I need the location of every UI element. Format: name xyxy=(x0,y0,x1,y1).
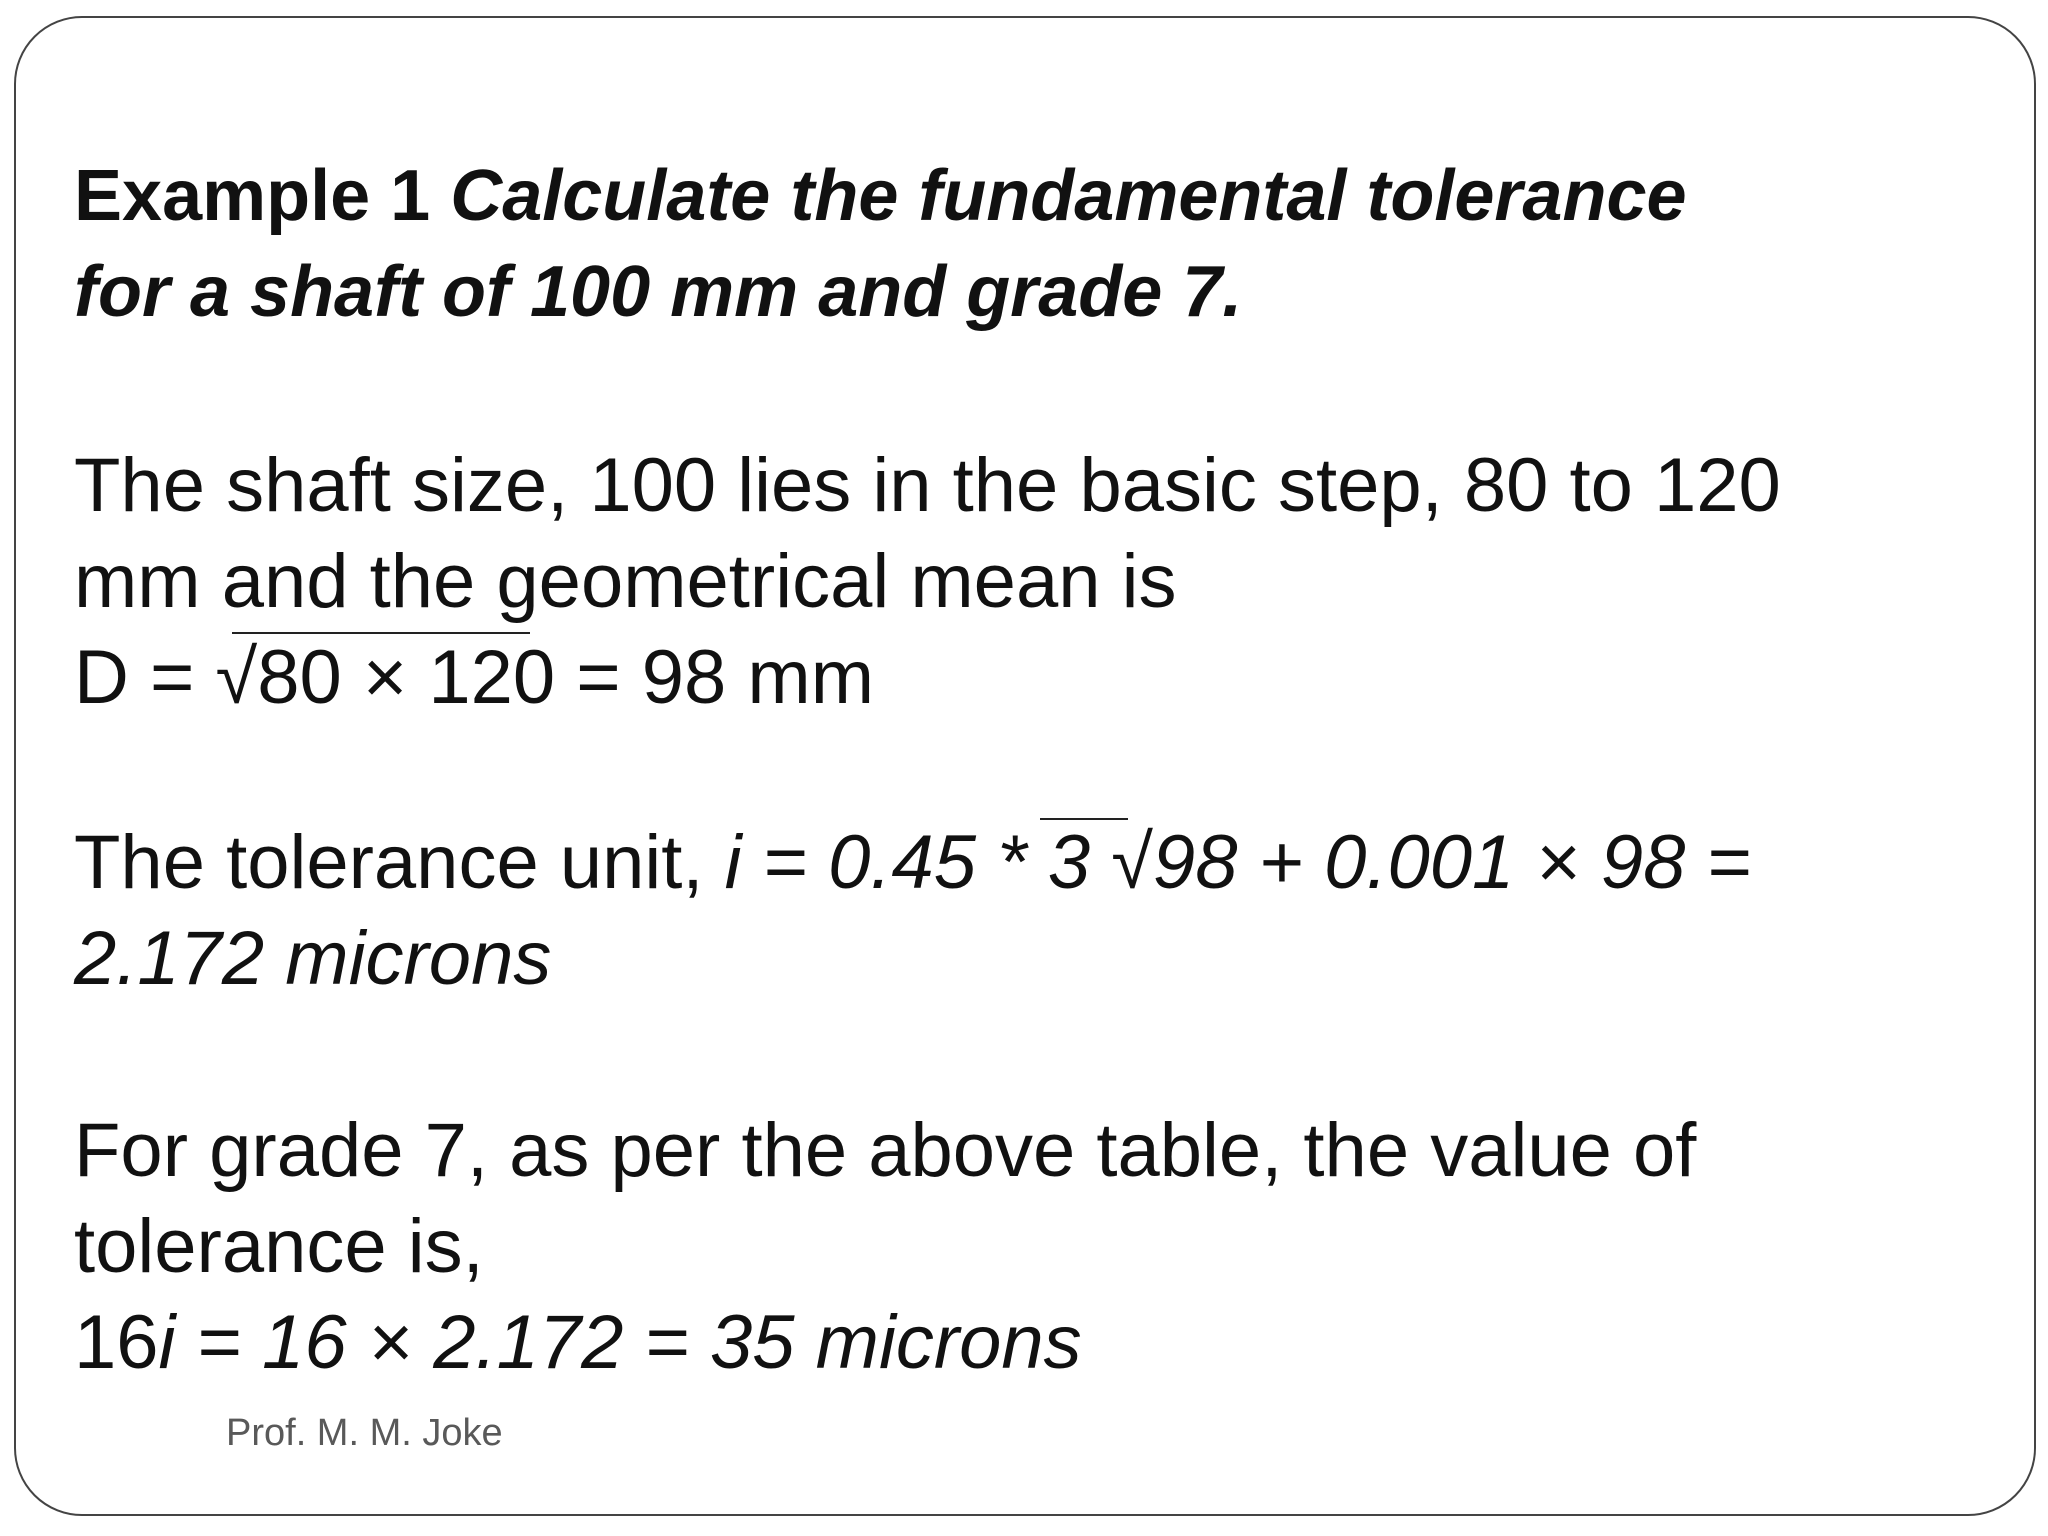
final-coefficient: 16 xyxy=(74,1300,159,1385)
title-lead: Example 1 xyxy=(74,156,451,236)
shaft-size-paragraph xyxy=(74,438,1781,726)
para3-line-2: tolerance is, xyxy=(74,1204,484,1289)
author-footer: Prof. M. M. Joke xyxy=(226,1412,503,1454)
cube-root-vinculum xyxy=(1040,818,1128,820)
example-title xyxy=(74,148,1687,340)
para1-line-2: mm and the geometrical mean is xyxy=(74,539,1177,624)
tolerance-unit-paragraph xyxy=(74,815,1751,1007)
tolerance-unit-formula: = 0.45 * 3 √98 + 0.001 × 98 = xyxy=(741,820,1751,905)
grade-tolerance-paragraph xyxy=(74,1103,1696,1391)
geometric-mean-equation: D = √80 × 120 = 98 mm xyxy=(74,635,875,720)
title-question-part-1: Calculate the fundamental tolerance xyxy=(450,156,1687,236)
final-tolerance-equation xyxy=(74,1295,1696,1391)
para1-line-1: The shaft size, 100 lies in the basic step, 80 to 120 xyxy=(74,443,1781,528)
tolerance-unit-label: The tolerance unit, xyxy=(74,820,725,905)
title-line-1 xyxy=(74,148,1687,244)
tolerance-unit-equation xyxy=(74,815,1751,911)
title-question-part-2: for a shaft of 100 mm and grade 7. xyxy=(74,252,1243,332)
tolerance-unit-result: 2.172 microns xyxy=(74,916,552,1001)
sqrt-vinculum-mean xyxy=(232,632,530,634)
final-result: i = 16 × 2.172 = 35 microns xyxy=(158,1300,1082,1385)
tolerance-unit-symbol: i xyxy=(724,820,742,905)
para3-line-1: For grade 7, as per the above table, the value of xyxy=(74,1108,1697,1193)
